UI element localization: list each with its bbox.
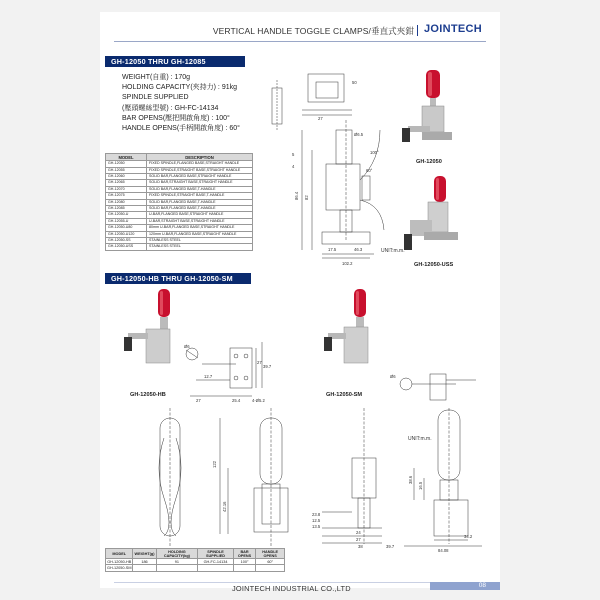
spec-bar-opens: BAR OPENS(壓把開啟角度) : 100° (122, 114, 230, 122)
spec-handle-opens: HANDLE OPENS(手柄開啟角度) : 60° (122, 125, 240, 133)
dim-label: 27 (356, 537, 361, 542)
spec-table-hb-sm (105, 548, 285, 572)
dim-label: 4 (292, 164, 295, 169)
model-cell: GH-12065 (106, 180, 147, 186)
photo-caption-gh12050-hb: GH-12050-HB (130, 392, 166, 398)
model-cell: GH-12050-U (106, 212, 147, 218)
table-row (106, 225, 253, 231)
dim-label: 25.4 (232, 398, 241, 403)
model-cell: GH-12050-U80 (106, 225, 147, 231)
section-title-gh12050: GH-12050 THRU GH-12085 (105, 56, 245, 67)
catalog-page (100, 12, 500, 593)
page-header-title: VERTICAL HANDLE TOGGLE CLAMPS/垂直式夾鉗 (212, 26, 414, 36)
spec-spindle: SPINDLE SUPPLIED (122, 94, 189, 102)
model-cell: GH-12085 (106, 206, 147, 212)
dim-label: 86.4 (294, 191, 299, 200)
photo-gh12050-uss (400, 174, 462, 258)
unit-label: UNIT:m.m. (381, 248, 405, 254)
table-header: HANDLE OPENS (256, 549, 285, 559)
dim-label: 16.5 (418, 481, 423, 490)
photo-gh12050-sm (318, 287, 380, 385)
description-cell: SOLID BAR,STRAIGHT BASE,STRAIGHT HANDLE (147, 180, 253, 186)
dim-label: 122 (212, 461, 217, 468)
dim-label: 39.7 (263, 364, 272, 369)
dim-label: 102.2 (342, 261, 353, 266)
photo-gh12050-hb (118, 287, 180, 385)
spec-holding-capacity: HOLDING CAPACITY(夾持力) : 91kg (122, 84, 238, 92)
table-cell: GH-12050-SM (107, 565, 132, 570)
description-cell: SOLID BAR,FLANGED BASE,STRAIGHT HANDLE (147, 174, 253, 180)
dim-label: 42.16 (222, 501, 227, 512)
drawing-gh12050-hb-side (302, 408, 394, 548)
dim-label: 39.7 (386, 544, 395, 549)
table-header: WEIGHT(g) (133, 549, 156, 559)
description-cell: FIXED SPINDLE,STRAIGHT BASE,T-HANDLE (147, 193, 253, 199)
model-cell: GH-12080 (106, 199, 147, 205)
dim-label: 27 (318, 116, 323, 121)
dim-label: 13.5 (312, 524, 321, 529)
model-cell: GH-12050 (106, 161, 147, 167)
table-header: HOLDING CAPACITY(kg) (156, 549, 198, 559)
photo-caption-gh12050: GH-12050 (416, 159, 442, 165)
model-cell: GH-12050-U120 (106, 231, 147, 237)
dim-label: 27 (196, 398, 201, 403)
description-cell: 120mm U-BAR,FLANGED BASE,STRAIGHT HANDLE (147, 231, 253, 237)
dim-label: 5 (292, 152, 295, 157)
dim-label: 12.5 (312, 518, 321, 523)
table-header: MODEL (106, 549, 133, 559)
header-rule (114, 41, 486, 42)
dim-label: 17.5 (328, 247, 337, 252)
dim-label: 27 (257, 360, 262, 365)
table-cell: 60° (256, 559, 285, 565)
dim-label: 84.08 (438, 548, 449, 553)
table-cell (256, 565, 285, 571)
description-cell: SOLID BAR,FLANGED BASE,T-HANDLE (147, 199, 253, 205)
dim-label: 50 (352, 80, 357, 85)
dim-label: 24 (356, 530, 361, 535)
table-row (106, 231, 253, 237)
model-description-table (105, 153, 253, 251)
table-cell: 100° (233, 559, 256, 565)
dim-label: 4-Ø5.2 (252, 398, 265, 403)
description-cell: 80mm U-BAR,FLANGED BASE,STRAIGHT HANDLE (147, 225, 253, 231)
table-cell (233, 565, 256, 571)
drawing-gh12050-sm (394, 408, 488, 553)
drawing-gh12050 (262, 60, 386, 266)
spec-list (122, 73, 240, 134)
table-header: SPINDLE SUPPLIED (198, 549, 233, 559)
dim-label: 46.3 (354, 247, 363, 252)
model-cell: GH-12055 (106, 167, 147, 173)
dim-label: Ø6 (390, 374, 396, 379)
unit-label-2: UNIT:m.m. (408, 436, 432, 442)
description-cell: STAINLESS STEEL (147, 238, 253, 244)
page-number: 08 (430, 582, 500, 590)
dim-label: 100° (370, 150, 379, 155)
model-cell: GH-12060 (106, 174, 147, 180)
dim-label: 12.7 (204, 374, 213, 379)
dim-label: Ø6 (184, 344, 190, 349)
table-cell (133, 565, 156, 571)
drawing-gh12050-hb (150, 408, 300, 548)
table-cell: 91 (156, 559, 198, 565)
table-cell (198, 565, 233, 571)
table-cell (156, 565, 198, 571)
dim-label: Ø6.5 (354, 132, 364, 137)
dim-label: 34.2 (464, 534, 473, 539)
header-separator (417, 25, 418, 36)
description-cell: FIXED SPINDLE,STRAIGHT BASE,STRAIGHT HANDLE (147, 167, 253, 173)
drawing-gh12050-sm-detail (386, 370, 486, 410)
table-header: BAR OPENS (233, 549, 256, 559)
table-cell: 186 (133, 559, 156, 565)
footer-company: JOINTECH INDUSTRIAL CO.,LTD (232, 584, 351, 593)
section-title-gh12050-hb: GH-12050-HB THRU GH-12050-SM (105, 273, 251, 284)
dim-label: 38 (358, 544, 363, 549)
dim-label: 82 (304, 195, 309, 200)
description-cell: STAINLESS STEEL (147, 244, 253, 250)
description-cell: SOLID BAR,FLANGED BASE,T-HANDLE (147, 206, 253, 212)
description-cell: SOLID BAR,FLANGED BASE,T-HANDLE (147, 186, 253, 192)
model-cell: GH-12055-U (106, 218, 147, 224)
description-cell: U-BAR,FLANGED BASE,STRAIGHT HANDLE (147, 212, 253, 218)
dim-label: 38.6 (408, 475, 413, 484)
description-cell: U-BAR,STRAIGHT BASE,STRAIGHT HANDLE (147, 218, 253, 224)
photo-gh12050 (400, 68, 460, 156)
table-header-model: MODEL (106, 154, 147, 161)
dim-label: 23.8 (312, 512, 321, 517)
dim-label: 60° (366, 168, 373, 173)
description-cell: FIXED SPINDLE,FLANGED BASE,STRAIGHT HANDLE (147, 161, 253, 167)
photo-caption-gh12050-sm: GH-12050-SM (326, 392, 363, 398)
table-cell: GH-FC-14134 (198, 559, 233, 565)
brand-logo: JOINTECH (423, 23, 482, 35)
table-cell: GH-12050-HB (107, 559, 132, 564)
spec-spindle-model: (壓頭螺絲型號) : GH-FC-14134 (122, 104, 219, 112)
photo-caption-gh12050-uss: GH-12050-USS (414, 262, 454, 268)
table-row (106, 565, 285, 571)
model-cell: GH-12070 (106, 186, 147, 192)
model-cell: GH-12050-USS (106, 244, 147, 250)
drawing-gh12050-hb-base (176, 338, 272, 404)
model-cell: GH-12075 (106, 193, 147, 199)
table-row (106, 244, 253, 250)
table-header-description: DESCRIPTION (147, 154, 253, 161)
spec-weight: WEIGHT(自重) : 170g (122, 74, 191, 81)
model-cell: GH-12050-SS (106, 238, 147, 244)
